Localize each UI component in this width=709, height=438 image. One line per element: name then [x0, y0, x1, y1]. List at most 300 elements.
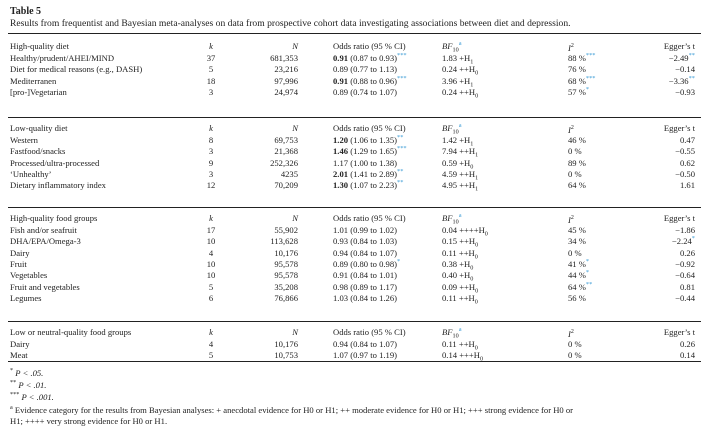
cell-n: 76,866 — [274, 292, 298, 303]
cell-odds-ratio — [333, 86, 397, 98]
i2-significance: * — [585, 258, 590, 266]
cell-odds-ratio — [333, 269, 397, 281]
footnote-4-mark: a — [10, 404, 13, 411]
bf-value: 0.14 +++H — [442, 350, 480, 361]
i2-label: I — [568, 214, 571, 225]
i2-value: 0 % — [568, 339, 582, 349]
group-rule — [8, 207, 701, 208]
or-ci: (1.41 to 2.89) — [350, 168, 397, 179]
cell-bayes-factor — [442, 168, 478, 180]
or-significance: *** — [397, 145, 407, 153]
or-ci: (0.87 to 0.93) — [350, 53, 397, 63]
group-name: Low-quality diet — [10, 123, 68, 133]
egger-value: 0.14 — [679, 350, 695, 361]
cell-i2 — [568, 52, 596, 64]
cell-egger — [640, 247, 695, 259]
i2-label: I — [568, 328, 571, 339]
cell-i2 — [568, 338, 582, 350]
col-egger-header: Egger’s t — [663, 327, 695, 337]
cell-bayes-factor — [442, 224, 488, 236]
i2-significance: * — [585, 269, 590, 277]
or-ci: (0.88 to 0.96) — [350, 75, 397, 86]
bf-mark: a — [458, 40, 462, 48]
egger-value: 0.26 — [679, 339, 695, 349]
cell-egger — [640, 52, 695, 64]
row-label: Vegetables — [10, 270, 48, 281]
egger-value: −1.86 — [675, 225, 695, 235]
cell-k: 3 — [208, 86, 214, 97]
cell-egger — [640, 292, 695, 304]
i2-value: 34 % — [568, 236, 586, 247]
or-ci: (1.00 to 1.38) — [350, 157, 397, 168]
footnote-3: *** P < .001. — [10, 391, 54, 402]
bottom-rule — [8, 361, 701, 362]
or-ci: (0.84 to 1.26) — [350, 292, 397, 303]
bf-value: 0.38 +H — [442, 258, 471, 269]
group-name: High-quality diet — [10, 41, 69, 51]
cell-i2 — [568, 292, 586, 304]
bf-label: BF — [442, 327, 453, 337]
cell-egger — [640, 338, 695, 350]
or-value: 0.91 — [333, 270, 349, 281]
cell-egger — [640, 168, 695, 180]
cell-n: 21,368 — [274, 146, 298, 157]
cell-bayes-factor — [442, 349, 484, 364]
cell-k: 10 — [206, 258, 216, 269]
cell-n: 55,902 — [274, 225, 298, 235]
row-label: [pro-]Vegetarian — [10, 86, 67, 97]
egger-value: 0.26 — [679, 247, 695, 258]
or-ci: (1.06 to 1.35) — [350, 135, 397, 145]
table-row — [0, 224, 709, 236]
cell-bayes-factor — [442, 281, 478, 293]
cell-n: 10,176 — [274, 247, 298, 258]
cell-k: 12 — [206, 180, 216, 191]
col-egger-header: Egger’s t — [663, 41, 695, 51]
cell-k: 5 — [208, 64, 214, 75]
col-egger-header: Egger’s t — [663, 213, 695, 223]
or-value: 1.17 — [333, 157, 349, 168]
row-label: Fruit — [10, 258, 27, 269]
cell-bayes-factor — [442, 258, 473, 270]
col-k-header: k — [209, 327, 213, 337]
col-k-header: k — [209, 41, 213, 51]
bf-hypothesis-sub: 1 — [475, 185, 479, 193]
cell-n: 95,578 — [274, 258, 298, 269]
cell-n: 10,753 — [274, 350, 298, 361]
i2-value: 88 % — [568, 53, 586, 63]
egger-value: 1.61 — [679, 180, 695, 191]
cell-egger — [640, 224, 695, 236]
row-label: Fruit and vegetables — [10, 281, 80, 292]
bf-hypothesis-sub: 0 — [470, 163, 474, 171]
or-value: 0.94 — [333, 247, 349, 258]
row-label: Meat — [10, 350, 28, 361]
col-k-header: k — [209, 213, 213, 223]
bf-hypothesis-sub: 0 — [475, 70, 479, 78]
i2-significance: * — [585, 86, 590, 94]
i2-value: 44 % — [568, 270, 586, 281]
cell-odds-ratio — [333, 338, 397, 350]
cell-n: 4235 — [280, 168, 298, 179]
table-caption: Results from frequentist and Bayesian meta-analyses on data from prospective cohort data investigating associations between diet and depression. — [10, 18, 571, 29]
or-value: 2.01 — [333, 168, 349, 179]
col-bf-header — [442, 122, 462, 134]
cell-i2 — [568, 134, 586, 146]
egger-significance: ** — [688, 52, 695, 60]
cell-odds-ratio — [333, 75, 407, 87]
cell-n: 35,208 — [274, 281, 298, 292]
top-rule — [8, 33, 701, 34]
cell-egger — [640, 179, 695, 191]
row-label: Healthy/prudent/AHEI/MIND — [10, 53, 115, 63]
group-name: Low or neutral-quality food groups — [10, 327, 132, 337]
or-significance: ** — [397, 179, 404, 187]
bf-hypothesis-sub: 0 — [479, 356, 484, 364]
cell-odds-ratio — [333, 292, 397, 304]
egger-value: −0.44 — [675, 292, 695, 303]
i2-value: 68 % — [568, 75, 586, 86]
col-egger-header: Egger’s t — [663, 123, 695, 133]
row-label: Mediterranen — [10, 75, 57, 86]
i2-value: 64 % — [568, 180, 586, 191]
or-value: 0.93 — [333, 236, 349, 247]
i2-value: 45 % — [568, 225, 586, 235]
group-header-row — [0, 122, 709, 134]
cell-k: 10 — [206, 270, 216, 281]
bf-value: 0.04 ++++H — [442, 225, 485, 235]
col-bf-header — [442, 326, 462, 338]
or-value: 1.07 — [333, 350, 349, 361]
group-rule — [8, 321, 701, 322]
cell-k: 3 — [208, 168, 214, 179]
cell-egger — [640, 235, 695, 247]
bf-value: 0.11 ++H — [442, 339, 475, 349]
i2-label: I — [568, 42, 571, 53]
cell-bayes-factor — [442, 63, 479, 78]
egger-value: −2.24 — [671, 236, 692, 247]
cell-odds-ratio — [333, 145, 407, 157]
cell-k: 17 — [206, 225, 216, 235]
or-value: 1.01 — [333, 225, 349, 235]
cell-n: 113,628 — [270, 236, 298, 247]
or-significance: *** — [397, 74, 407, 82]
col-n-header: N — [292, 41, 298, 51]
cell-i2 — [568, 258, 589, 270]
or-value: 1.20 — [333, 135, 349, 145]
or-value: 0.98 — [333, 281, 349, 292]
bf-hypothesis-sub: 0 — [470, 264, 474, 272]
cell-k: 5 — [208, 350, 214, 361]
or-value: 0.89 — [333, 258, 349, 269]
bf-mark: a — [458, 212, 462, 220]
table-row — [0, 86, 709, 98]
cell-bayes-factor — [442, 292, 478, 304]
i2-significance: *** — [585, 52, 596, 60]
bf-hypothesis-sub: 0 — [484, 230, 488, 238]
cell-k: 4 — [208, 339, 214, 349]
table-row — [0, 157, 709, 169]
i2-sup: 2 — [570, 43, 574, 49]
bf-value: 4.59 ++H — [442, 168, 476, 179]
table-row — [0, 281, 709, 293]
cell-n: 252,326 — [270, 157, 298, 168]
footnote-4: $^a$ Evidence category for the results from Bayesian analyses: + anecdotal evidence for H0 or H1; ++ moderate evidence for H0 or H1; +++ strong evidence for H0 or — [10, 404, 574, 415]
cell-egger — [640, 349, 695, 361]
table-row — [0, 338, 709, 350]
cell-k: 37 — [206, 53, 216, 63]
i2-value: 46 % — [568, 135, 586, 145]
table-row — [0, 349, 709, 364]
footnote-2: ** P < .01. — [10, 379, 47, 390]
egger-value: −2.49 — [668, 53, 689, 63]
cell-k: 5 — [208, 281, 214, 292]
row-label: Western — [10, 135, 38, 145]
egger-significance: * — [691, 235, 695, 243]
cell-egger — [640, 75, 695, 87]
or-value: 0.89 — [333, 64, 349, 75]
group-name: High-quality food groups — [10, 213, 98, 223]
row-label: Fish and/or seafruit — [10, 225, 77, 235]
table-row — [0, 168, 709, 180]
cell-i2 — [568, 157, 586, 169]
group-rule — [8, 117, 701, 118]
i2-value: 89 % — [568, 157, 586, 168]
i2-sup: 2 — [570, 125, 574, 131]
cell-odds-ratio — [333, 235, 397, 247]
cell-n: 69,753 — [274, 135, 298, 145]
cell-n: 24,974 — [274, 86, 298, 97]
egger-value: −0.93 — [675, 86, 695, 97]
table-row — [0, 292, 709, 304]
row-label: Diet for medical reasons (e.g., DASH) — [10, 64, 143, 75]
cell-bayes-factor — [442, 52, 473, 64]
cell-egger — [640, 258, 695, 270]
table-row — [0, 52, 709, 64]
cell-n: 681,353 — [270, 53, 298, 63]
bf-value: 0.24 ++H — [442, 86, 476, 97]
cell-egger — [640, 281, 695, 293]
cell-bayes-factor — [442, 269, 473, 281]
row-label: DHA/EPA/Omega-3 — [10, 236, 81, 247]
cell-odds-ratio — [333, 281, 397, 293]
cell-k: 8 — [208, 135, 214, 145]
cell-bayes-factor — [442, 338, 478, 350]
bf-hypothesis-sub: 0 — [474, 298, 478, 306]
cell-bayes-factor — [442, 247, 478, 259]
group-header-row — [0, 326, 709, 338]
cell-k: 4 — [208, 247, 214, 258]
table-row — [0, 269, 709, 281]
footnote-4-cont: H1; ++++ very strong evidence for H0 or H1. — [10, 416, 168, 426]
i2-value: 64 % — [568, 281, 586, 292]
col-n-header: N — [292, 213, 298, 223]
cell-k: 3 — [208, 146, 214, 157]
bf-hypothesis-sub: 1 — [475, 174, 479, 182]
cell-k: 6 — [208, 292, 214, 303]
cell-egger — [640, 269, 695, 281]
cell-n: 70,209 — [274, 180, 298, 191]
or-ci: (0.99 to 1.02) — [350, 225, 397, 235]
cell-i2 — [568, 145, 582, 157]
i2-label: I — [568, 124, 571, 135]
or-value: 1.03 — [333, 292, 349, 303]
or-significance: *** — [397, 52, 407, 60]
i2-value: 0 % — [568, 247, 582, 258]
cell-i2 — [568, 179, 586, 191]
bf-value: 3.96 +H — [442, 75, 471, 86]
col-bf-header — [442, 40, 462, 52]
bf-hypothesis-sub: 0 — [475, 242, 479, 250]
cell-i2 — [568, 247, 582, 259]
egger-value: −0.92 — [675, 258, 695, 269]
i2-value: 0 % — [568, 168, 582, 179]
cell-i2 — [568, 86, 589, 98]
table-row — [0, 63, 709, 78]
bf-hypothesis-sub: 0 — [470, 275, 474, 283]
col-bf-header — [442, 212, 462, 224]
or-significance: ** — [397, 168, 404, 176]
or-value: 1.46 — [333, 146, 349, 157]
col-or-header: Odds ratio (95 % CI) — [333, 123, 406, 133]
cell-i2 — [568, 168, 582, 180]
cell-i2 — [568, 224, 586, 236]
bf-value: 0.11 ++H — [442, 247, 475, 258]
footnote-2-mark: ** — [10, 379, 17, 386]
bf-hypothesis-sub: 1 — [475, 152, 479, 160]
or-significance: * — [397, 258, 401, 266]
cell-n: 97,996 — [274, 75, 298, 86]
cell-k: 18 — [206, 75, 216, 86]
footnote-1-mark: * — [10, 367, 14, 374]
cell-k: 10 — [206, 236, 216, 247]
table-row — [0, 75, 709, 87]
or-ci: (0.84 to 1.01) — [350, 270, 397, 281]
table-row — [0, 145, 709, 160]
cell-egger — [640, 145, 695, 157]
or-ci: (0.84 to 1.03) — [350, 236, 397, 247]
row-label: Dairy — [10, 339, 30, 349]
table-row — [0, 179, 709, 191]
or-significance: ** — [397, 134, 404, 142]
or-ci: (1.07 to 2.23) — [350, 180, 397, 191]
egger-value: −0.14 — [675, 64, 695, 75]
cell-egger — [640, 134, 695, 146]
row-label: Dietary inflammatory index — [10, 180, 106, 191]
cell-bayes-factor — [442, 134, 473, 146]
or-value: 0.94 — [333, 339, 349, 349]
bf-value: 0.11 ++H — [442, 292, 475, 303]
i2-significance: *** — [585, 74, 596, 82]
or-ci: (1.29 to 1.65) — [350, 146, 397, 157]
bf-value: 0.09 ++H — [442, 281, 476, 292]
cell-bayes-factor — [442, 145, 479, 160]
table-row — [0, 258, 709, 270]
or-ci: (0.89 to 1.17) — [350, 281, 397, 292]
row-label: Legumes — [10, 292, 42, 303]
bf-value: 7.94 ++H — [442, 146, 476, 157]
table-label: Table 5 — [10, 6, 42, 17]
col-n-header: N — [292, 123, 298, 133]
i2-significance: ** — [585, 280, 593, 288]
bf-hypothesis-sub: 0 — [475, 92, 479, 100]
cell-i2 — [568, 63, 586, 75]
table-row — [0, 134, 709, 146]
i2-value: 57 % — [568, 86, 586, 97]
row-label: ‘Unhealthy’ — [10, 168, 52, 179]
or-value: 0.89 — [333, 86, 349, 97]
cell-odds-ratio — [333, 52, 407, 64]
cell-odds-ratio — [333, 157, 397, 169]
cell-i2 — [568, 349, 582, 361]
bf-hypothesis-sub: 1 — [470, 81, 474, 89]
group-header-row — [0, 212, 709, 224]
cell-odds-ratio — [333, 258, 400, 270]
bf-value: 1.83 +H — [442, 53, 471, 63]
bf-label: BF — [442, 213, 453, 223]
or-ci: (0.74 to 1.07) — [350, 86, 397, 97]
cell-bayes-factor — [442, 235, 479, 250]
bf-value: 0.24 ++H — [442, 64, 476, 75]
bf-label: BF — [442, 41, 453, 51]
bf-hypothesis-sub: 1 — [470, 140, 474, 148]
or-value: 0.91 — [333, 75, 349, 86]
cell-i2 — [568, 269, 589, 281]
cell-i2 — [568, 75, 596, 87]
i2-value: 0 % — [568, 350, 582, 361]
row-label: Fastfood/snacks — [10, 146, 66, 157]
bf-hypothesis-sub: 0 — [474, 344, 478, 352]
cell-odds-ratio — [333, 168, 403, 180]
col-or-header: Odds ratio (95 % CI) — [333, 41, 406, 51]
i2-sup: 2 — [570, 329, 574, 335]
i2-value: 56 % — [568, 292, 586, 303]
cell-bayes-factor — [442, 157, 473, 169]
cell-egger — [640, 157, 695, 169]
bf-mark: a — [458, 122, 462, 130]
cell-k: 9 — [208, 157, 214, 168]
bf-value: 0.15 ++H — [442, 236, 476, 247]
cell-odds-ratio — [333, 134, 403, 146]
egger-significance: ** — [688, 74, 695, 82]
bf-sub: 10 — [452, 218, 459, 226]
bf-mark: a — [458, 326, 462, 334]
col-or-header: Odds ratio (95 % CI) — [333, 213, 406, 223]
bf-sub: 10 — [452, 46, 459, 54]
cell-odds-ratio — [333, 224, 397, 236]
bf-value: 0.59 +H — [442, 157, 471, 168]
or-ci: (0.97 to 1.19) — [350, 350, 397, 361]
i2-value: 76 % — [568, 64, 586, 75]
i2-value: 0 % — [568, 146, 582, 157]
cell-egger — [640, 63, 695, 75]
egger-value: 0.81 — [679, 281, 695, 292]
table-row — [0, 247, 709, 259]
bf-sub: 10 — [452, 332, 459, 340]
cell-n: 95,578 — [274, 270, 298, 281]
egger-value: 0.47 — [679, 135, 695, 145]
bf-hypothesis-sub: 1 — [470, 58, 474, 66]
bf-hypothesis-sub: 0 — [475, 287, 479, 295]
row-label: Dairy — [10, 247, 30, 258]
cell-i2 — [568, 281, 592, 293]
or-ci: (0.84 to 1.07) — [350, 247, 397, 258]
cell-n: 10,176 — [274, 339, 298, 349]
footnote-3-mark: *** — [10, 391, 20, 398]
i2-value: 41 % — [568, 258, 586, 269]
bf-hypothesis-sub: 0 — [474, 253, 478, 261]
group-header-row — [0, 40, 709, 52]
